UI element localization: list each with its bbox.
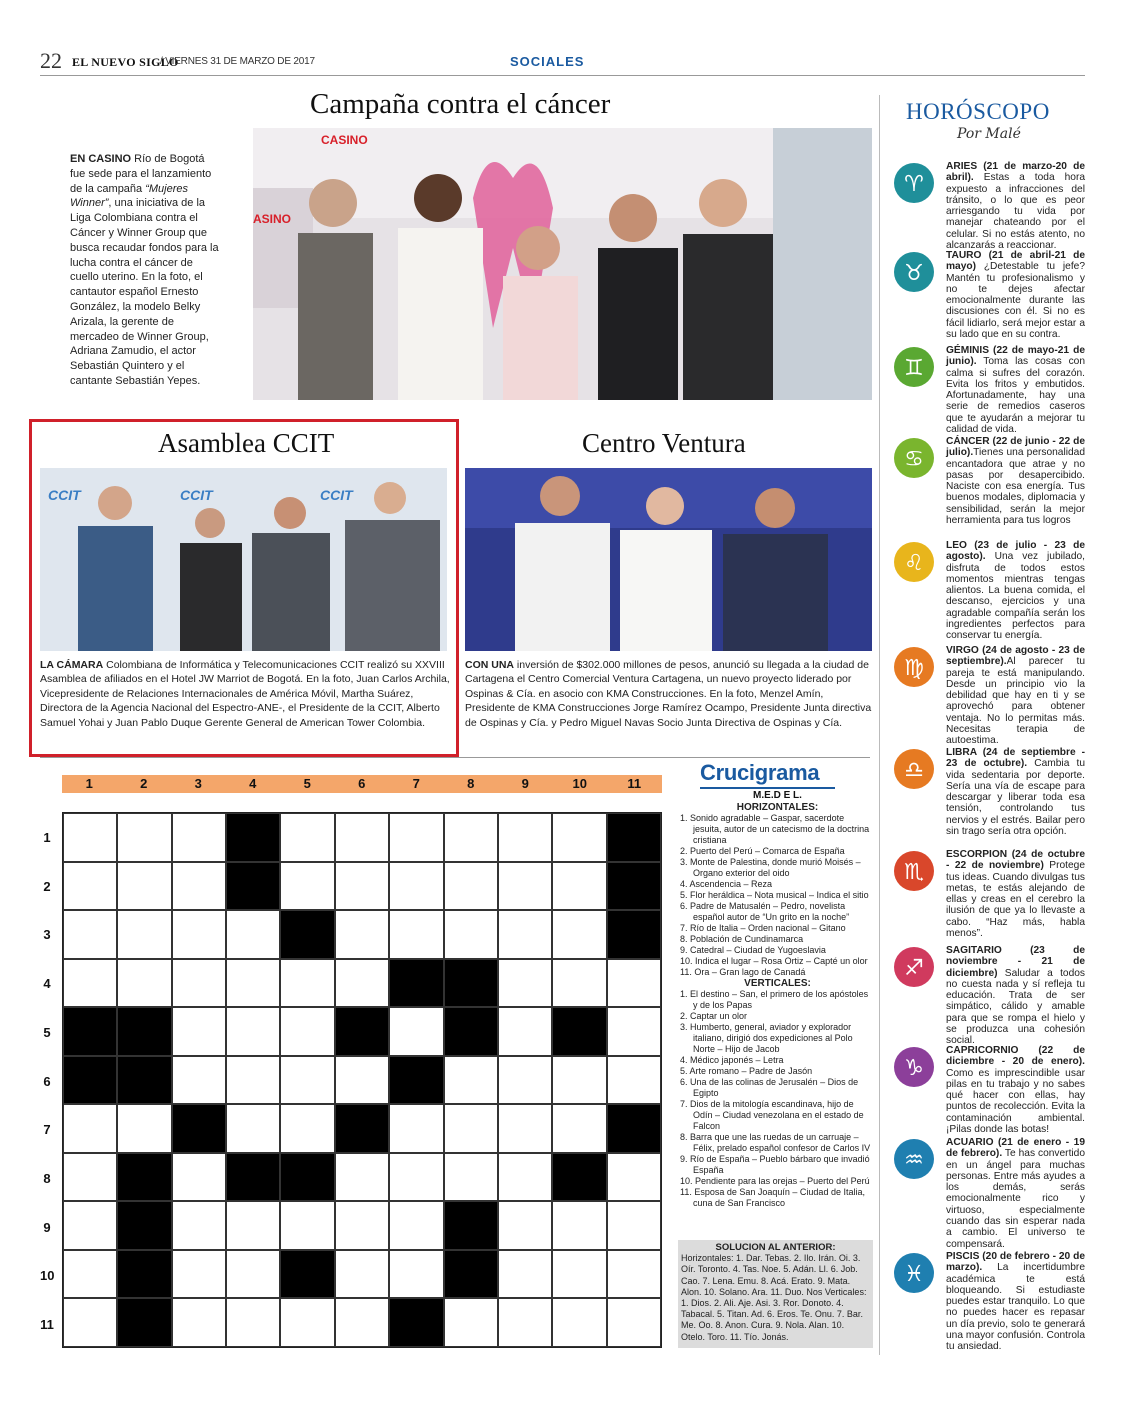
horoscope-sign <box>892 1045 1085 1135</box>
crossword-title-rule <box>700 787 835 789</box>
svg-text:♊: ♊ <box>904 356 924 381</box>
crossword-clue: 11. Esposa de San Joaquín – Ciudad de Italia, cuna de San Francisco <box>680 1187 865 1208</box>
vertical-title: VERTICALES: <box>744 978 811 989</box>
crossword-clue: 6. Padre de Matusalén – Pedro, novelista español autor de “Un grito en la noche” <box>680 901 850 922</box>
crossword-black-cell <box>117 1201 171 1250</box>
sign-text: Estas a toda hora expuesto a infracciones del tránsito, o lo que es peor arriesgando tu vida por manejar chateando por el celular. Si no estás atento, no alcanzarás a reaccionar. <box>946 172 1085 252</box>
crossword-cell[interactable] <box>389 862 443 911</box>
crossword-cell[interactable] <box>389 1250 443 1299</box>
svg-text:♋: ♋ <box>904 447 924 472</box>
crossword-cell[interactable] <box>63 1153 117 1202</box>
crossword-title: Crucigrama <box>700 760 820 785</box>
crossword-clue: 2. Captar un olor <box>680 1011 748 1021</box>
crossword-cell[interactable] <box>63 910 117 959</box>
crossword-black-cell <box>117 1153 171 1202</box>
ventura-caption <box>465 658 875 730</box>
crossword-cell[interactable] <box>172 910 226 959</box>
crossword-cell[interactable] <box>117 862 171 911</box>
crossword-grid <box>62 812 662 1348</box>
gemini-icon <box>892 345 936 389</box>
crossword-clue: 11. Ora – Gran lago de Canadá <box>680 967 806 977</box>
crossword-cell[interactable] <box>607 1007 661 1056</box>
crossword-row-number: 4 <box>43 976 51 992</box>
crossword-cell[interactable] <box>226 1104 280 1153</box>
sign-name: ESCORPION (24 de octubre - 22 de noviembre) <box>946 849 1085 872</box>
sign-text: Tienes una personalidad encantadora que atrae y no pasas por desapercibido. Naciste con esa energía. Tus buenos modales, diplomacia y sensibilidad, serán la mejor herramienta para tus logros <box>946 447 1085 527</box>
crossword-cell[interactable] <box>607 1250 661 1299</box>
sign-text: Saludar a todos no cuesta nada y sí refleja tu educación. Trata de ser simpático, cálido y amable para que se rompa el hielo y se produzca una cohesión social. <box>946 967 1085 1047</box>
campana-caption-italic: “Mujeres Winner” <box>70 182 189 210</box>
crossword-cell[interactable] <box>117 813 171 862</box>
crossword-black-cell <box>63 1056 117 1105</box>
crossword-cell[interactable] <box>117 959 171 1008</box>
crossword-clue: 7. Río de Italia – Orden nacional – Gitano <box>680 923 846 933</box>
crossword-cell[interactable] <box>498 1007 552 1056</box>
crossword-cell[interactable] <box>172 1153 226 1202</box>
sign-name: CÁNCER (22 de junio - 22 de julio). <box>946 436 1085 459</box>
crossword-cell[interactable] <box>389 910 443 959</box>
horoscope-sign <box>892 747 1085 837</box>
crossword-solution <box>678 1240 873 1348</box>
sign-name: GÉMINIS (22 de mayo-21 de junio). <box>946 345 1085 368</box>
crossword-cell[interactable] <box>607 1298 661 1347</box>
crossword-cell[interactable] <box>280 1007 334 1056</box>
svg-text:♐: ♐ <box>904 956 924 981</box>
crossword-col-number: 7 <box>412 776 420 791</box>
horoscope-sign <box>892 1251 1085 1353</box>
crossword-cell[interactable] <box>226 1250 280 1299</box>
crossword-cell[interactable] <box>280 813 334 862</box>
scorpio-icon <box>892 849 936 893</box>
crossword-clue: 2. Puerto del Perú – Comarca de España <box>680 846 845 856</box>
crossword-cell[interactable] <box>335 910 389 959</box>
horoscope-sign <box>892 1137 1085 1250</box>
horoscope-sign <box>892 645 1085 747</box>
crossword-clue: 3. Monte de Palestina, donde murió Moisés – Organo exterior del oido <box>680 857 861 878</box>
crossword-cell[interactable] <box>280 959 334 1008</box>
aries-icon <box>892 161 936 205</box>
sign-text: ¿Detestable tu jefe? Mantén tu profesionalismo y no te dejes afectar emocionalmente durante las discusiones con él. Si no es fácil lidiarlo, será mejor estar a su lado que en su contra. <box>946 261 1085 341</box>
sign-text: Una vez jubilado, disfruta de todos estos momentos mientras tengas alientos. La buena comida, el descanso, ejercicios y una agradable compañía serán los ingredientes perfectos para conservar tu energía. <box>946 551 1085 642</box>
crossword-black-cell <box>280 910 334 959</box>
crossword-cell[interactable] <box>280 1056 334 1105</box>
svg-text:♓: ♓ <box>904 1262 924 1287</box>
horoscope-sign <box>892 250 1085 340</box>
crossword-black-cell <box>335 1104 389 1153</box>
page-number: 22 <box>40 48 62 73</box>
issue-date: / VIERNES 31 DE MARZO DE 2017 <box>160 56 315 67</box>
crossword-black-cell <box>389 1056 443 1105</box>
sign-text: Al parecer tu pareja te está manipulando. Desde un principio vio la debilidad que hay en ti y se aprovechó para obtener ventaja. No lo permitas más. Necesitas terapia de autoestima. <box>946 656 1085 747</box>
crossword-black-cell <box>607 862 661 911</box>
solution-text: Horizontales: 1. Dar. Tebas. 2. Ilo. Irán. Oi. 3. Oír. Toronto. 4. Tas. Noe. 5. Adán. Ll. 6. Job. Cao. 7. Lena. Emu. 8. Acá. Erato. 9. Mata. Alon. 10. Solano. Ara. 11. Duo. Nos Verticales: 1. Dios. 2. Ali. Aje. Asi. 3. Ror. Donoto. 4. Tabacal. 5. Titan. Ad. 6. Eros. Te. Onu. 7. Bar. Me. Oo. 8. Anon. Cura. 9. Nola. Alan. 10. Otelo. Toro. 11. Tío. Jonás. <box>681 1253 867 1342</box>
crossword-black-cell <box>117 1250 171 1299</box>
crossword-cell[interactable] <box>498 1056 552 1105</box>
crossword-cell[interactable] <box>389 1007 443 1056</box>
crossword-row-number: 5 <box>43 1024 51 1040</box>
ccit-caption-lead: LA CÁMARA <box>40 659 104 671</box>
section-rule <box>40 757 870 758</box>
crossword-cell[interactable] <box>552 910 606 959</box>
crossword-cell[interactable] <box>444 862 498 911</box>
crossword-cell[interactable] <box>172 1056 226 1105</box>
crossword-black-cell <box>552 1007 606 1056</box>
crossword-cell[interactable] <box>335 813 389 862</box>
sign-name: CAPRICORNIO (22 de diciembre - 20 de enero). <box>946 1045 1085 1068</box>
crossword-cell[interactable] <box>444 1153 498 1202</box>
sign-text: La incertidumbre académica te está bloqueando. Si estudiaste puedes estar tranquilo. Lo que no puedes hacer es repasar un día previo, solo te generará una mayor confusión. Controla tu ansiedad. <box>946 1262 1085 1353</box>
crossword-cell[interactable] <box>498 1201 552 1250</box>
horoscope-sign <box>892 436 1085 526</box>
crossword-cell[interactable] <box>63 1201 117 1250</box>
crossword-clue: 8. Población de Cundinamarca <box>680 934 804 944</box>
crossword-cell[interactable] <box>552 813 606 862</box>
crossword-cell[interactable] <box>172 1298 226 1347</box>
crossword-cell[interactable] <box>226 1201 280 1250</box>
crossword-black-cell <box>389 1298 443 1347</box>
svg-text:♍: ♍ <box>904 656 924 681</box>
crossword-black-cell <box>226 862 280 911</box>
cancer-icon <box>892 436 936 480</box>
crossword-black-cell <box>117 1056 171 1105</box>
campana-headline: Campaña contra el cáncer <box>310 88 611 120</box>
sign-name: SAGITARIO (23 de noviembre - 21 de diciembre) <box>946 945 1085 979</box>
crossword-cell[interactable] <box>280 1104 334 1153</box>
crossword-black-cell <box>389 959 443 1008</box>
crossword-cell[interactable] <box>335 1201 389 1250</box>
crossword-cell[interactable] <box>389 1201 443 1250</box>
crossword-col-number: 2 <box>140 776 148 791</box>
ccit-headline: Asamblea CCIT <box>158 428 335 458</box>
crossword-cell[interactable] <box>607 1056 661 1105</box>
crossword-black-cell <box>444 1201 498 1250</box>
crossword-cell[interactable] <box>552 1250 606 1299</box>
crossword-cell[interactable] <box>172 1250 226 1299</box>
campana-caption-a: Río de Bogotá fue sede para el lanzamiento de la campaña <box>70 153 212 195</box>
crossword-col-number: 11 <box>627 776 642 791</box>
sign-name: PISCIS (20 de febrero - 20 de marzo). <box>946 1251 1085 1274</box>
crossword-black-cell <box>607 910 661 959</box>
taurus-icon <box>892 250 936 294</box>
campana-caption-b: , una iniciativa de la Liga Colombiana contra el Cáncer y Winner Group que busca recaudar fondos para la lucha contra el cáncer de cuello uterino. En la foto, el cantautor español Ernesto González, la modelo Belky Arizala, la gerente de mercadeo de Winner Group, Adriana Zamudio, el actor Sebastián Quintero y el cantante Sebastián Yepes. <box>70 197 219 387</box>
horoscope-title: HORÓSCOPO <box>906 99 1050 124</box>
crossword-row-number: 8 <box>43 1170 51 1186</box>
svg-text:♉: ♉ <box>904 261 924 286</box>
crossword-cell[interactable] <box>389 1104 443 1153</box>
crossword-cell[interactable] <box>226 1007 280 1056</box>
campana-photo-sign-left: ASINO <box>253 212 292 226</box>
crossword-cell[interactable] <box>607 959 661 1008</box>
crossword-cell[interactable] <box>444 813 498 862</box>
crossword-black-cell <box>444 1250 498 1299</box>
crossword-clue: 5. Arte romano – Padre de Jasón <box>680 1066 813 1076</box>
crossword-clue: 7. Dios de la mitología escandinava, hijo de Odín – Ciudad venezolana en el estado de Falcon <box>680 1099 864 1131</box>
crossword-cell[interactable] <box>335 862 389 911</box>
capricorn-icon <box>892 1045 936 1089</box>
ccit-caption <box>40 658 452 730</box>
crossword-black-cell <box>63 1007 117 1056</box>
ventura-caption-text: inversión de $302.000 millones de pesos, anunció su llegada a la ciudad de Cartagena el Centro Comercial Ventura Cartagena, un nuevo proyecto liderado por Ospinas & Cía. en asocio con KMA Construcciones. En la foto, Menzel Amín, Presidente de KMA Construcciones Jorge Ramírez Ocampo, Presidente Junta directiva de Ospinas y Cía. y Pedro Miguel Navas Socio Junta Directiva de Ospinas y Cía. <box>465 659 872 729</box>
section-title: SOCIALES <box>510 54 585 69</box>
crossword-cell[interactable] <box>498 1250 552 1299</box>
sign-name: TAURO (21 de abril-21 de mayo) <box>946 250 1085 273</box>
svg-text:♈: ♈ <box>904 172 924 197</box>
crossword-cell[interactable] <box>172 959 226 1008</box>
sign-text: Como es imprescindible usar pilas en tu trabajo y no sabes qué hacer con ellas, hay puntos de recolección. Evita la contaminación ambiental. ¡Pilas donde las botas! <box>946 1067 1085 1136</box>
crossword-black-cell <box>226 1153 280 1202</box>
crossword-black-cell <box>552 1153 606 1202</box>
crossword-clue: 1. Sonido agradable – Gaspar, sacerdote jesuita, autor de un catecismo de la doctrina cristiana <box>680 813 870 845</box>
crossword-cell[interactable] <box>552 959 606 1008</box>
crossword-cell[interactable] <box>226 1298 280 1347</box>
crossword-cell[interactable] <box>552 1056 606 1105</box>
crossword-col-number: 5 <box>303 776 311 791</box>
crossword-cell[interactable] <box>607 1153 661 1202</box>
crossword-cell[interactable] <box>63 813 117 862</box>
crossword-cell[interactable] <box>335 1298 389 1347</box>
crossword-cell[interactable] <box>172 1007 226 1056</box>
crossword-black-cell <box>280 1153 334 1202</box>
newspaper-name: EL NUEVO SIGLO <box>72 55 179 69</box>
crossword-author: M.E.D E L. <box>753 790 802 801</box>
sign-name: LIBRA (24 de septiembre - 23 de octubre). <box>946 747 1085 770</box>
crossword-cell[interactable] <box>63 1298 117 1347</box>
crossword-black-cell <box>280 1250 334 1299</box>
sign-text: Toma las cosas con calma si sufres del corazón. Evita los fritos y embutidos. Afortunadamente, hay una serie de remedios caseros que te ayudarán a mejorar tu calidad de vida. <box>946 356 1085 436</box>
crossword-black-cell <box>607 1104 661 1153</box>
ventura-photo <box>465 468 872 651</box>
crossword-cell[interactable] <box>335 1250 389 1299</box>
crossword-cell[interactable] <box>226 910 280 959</box>
header-rule <box>40 75 1085 76</box>
crossword-cell[interactable] <box>63 959 117 1008</box>
crossword-row-number: 11 <box>40 1317 54 1332</box>
crossword-cell[interactable] <box>117 1104 171 1153</box>
virgo-icon <box>892 645 936 689</box>
crossword-cell[interactable] <box>226 1056 280 1105</box>
horoscope-sign <box>892 849 1085 939</box>
ccit-logo-3: CCIT <box>320 487 353 503</box>
crossword-col-number: 1 <box>85 776 93 791</box>
sign-name: ARIES (21 de marzo-20 de abril). <box>946 161 1085 184</box>
libra-icon <box>892 747 936 791</box>
crossword-column-header <box>62 775 662 793</box>
crossword-col-number: 3 <box>194 776 202 791</box>
crossword-cell[interactable] <box>552 1104 606 1153</box>
svg-text:♏: ♏ <box>904 860 924 885</box>
crossword-cell[interactable] <box>552 1298 606 1347</box>
crossword-cell[interactable] <box>444 1056 498 1105</box>
horoscope-sign <box>892 161 1085 251</box>
crossword-black-cell <box>444 959 498 1008</box>
svg-text:♒: ♒ <box>904 1148 924 1173</box>
crossword-col-number: 6 <box>358 776 366 791</box>
ccit-logo-1: CCIT <box>48 487 81 503</box>
crossword-black-cell <box>117 1007 171 1056</box>
crossword-cell[interactable] <box>444 1298 498 1347</box>
crossword-row-number: 6 <box>43 1073 51 1089</box>
sign-text: Te has convertido en un ángel para muchas personas. Entre más ayudes a los demás, serás emocionalmente rico y virtuoso, especialmente cuando das sin esperar nada a cambio. El universo te compensará. <box>946 1148 1085 1250</box>
crossword-cell[interactable] <box>498 1298 552 1347</box>
sign-text: Protege tus ideas. Cuando divulgas tus metas, te estás alejando de ellas y creas en el cerebro la ilusión de que ya lo llevaste a cabo. “Haz más, habla menos”. <box>946 860 1085 940</box>
crossword-black-cell <box>444 1007 498 1056</box>
crossword-row-number: 3 <box>43 927 51 943</box>
crossword-black-cell <box>607 813 661 862</box>
crossword-cell[interactable] <box>498 862 552 911</box>
column-rule <box>879 95 880 1355</box>
sign-name: LEO (23 de julio - 23 de agosto). <box>946 540 1085 563</box>
aquarius-icon <box>892 1137 936 1181</box>
crossword-clues <box>680 802 875 1209</box>
crossword-black-cell <box>117 1298 171 1347</box>
crossword-black-cell <box>335 1007 389 1056</box>
crossword-clue: 10. Indica el lugar – Rosa Ortiz – Capté un olor <box>680 956 868 966</box>
sign-name: VIRGO (24 de agosto - 23 de septiembre). <box>946 645 1085 668</box>
crossword-cell[interactable] <box>335 1153 389 1202</box>
crossword-cell[interactable] <box>498 910 552 959</box>
crossword-col-number: 4 <box>249 776 257 791</box>
crossword-cell[interactable] <box>552 1201 606 1250</box>
crossword-black-cell <box>172 1104 226 1153</box>
crossword-cell[interactable] <box>444 910 498 959</box>
vertical-clues <box>680 989 875 1209</box>
crossword-row-number: 10 <box>40 1268 55 1284</box>
crossword-cell[interactable] <box>389 1153 443 1202</box>
crossword-cell[interactable] <box>498 1153 552 1202</box>
sagittarius-icon <box>892 945 936 989</box>
campana-caption-lead: EN CASINO <box>70 153 132 165</box>
horoscope-byline: Por Malé <box>957 126 1021 142</box>
ventura-headline: Centro Ventura <box>582 428 746 458</box>
crossword-clue: 6. Una de las colinas de Jerusalén – Dios de Egipto <box>680 1077 859 1098</box>
solution-title: SOLUCION AL ANTERIOR: <box>715 1242 836 1253</box>
crossword-cell[interactable] <box>607 1201 661 1250</box>
ccit-logo-2: CCIT <box>180 487 213 503</box>
crossword-cell[interactable] <box>280 862 334 911</box>
campana-photo <box>253 128 872 400</box>
horizontal-title: HORIZONTALES: <box>736 802 819 813</box>
crossword-row-number: 7 <box>43 1122 51 1138</box>
crossword-row-number: 2 <box>43 878 51 894</box>
crossword-clue: 5. Flor heráldica – Nota musical – Indica el sitio <box>680 890 869 900</box>
crossword-cell[interactable] <box>335 1056 389 1105</box>
crossword-cell[interactable] <box>389 813 443 862</box>
crossword-clue: 4. Ascendencia – Reza <box>680 879 773 889</box>
crossword-cell[interactable] <box>63 1104 117 1153</box>
crossword-clue: 10. Pendiente para las orejas – Puerto del Perú <box>680 1176 870 1186</box>
crossword-row-number: 1 <box>43 830 51 845</box>
crossword-cell[interactable] <box>63 862 117 911</box>
crossword-col-number: 10 <box>572 776 587 791</box>
crossword-cell[interactable] <box>498 1104 552 1153</box>
crossword-cell[interactable] <box>552 862 606 911</box>
crossword-cell[interactable] <box>63 1250 117 1299</box>
crossword-cell[interactable] <box>172 813 226 862</box>
crossword-cell[interactable] <box>280 1298 334 1347</box>
leo-icon <box>892 540 936 584</box>
crossword-clue: 8. Barra que une las ruedas de un carruaje – Félix, prelado español confesor de Carlos IV <box>680 1132 871 1153</box>
ventura-caption-lead: CON UNA <box>465 659 514 671</box>
crossword-clue: 3. Humberto, general, aviador y explorador italiano, dirigió dos expediciones al Polo Norte – Hijo de Jacob <box>680 1022 853 1054</box>
crossword-cell[interactable] <box>498 959 552 1008</box>
crossword-cell[interactable] <box>280 1201 334 1250</box>
crossword-col-number: 8 <box>467 776 475 791</box>
ccit-caption-text: Colombiana de Informática y Telecomunicaciones CCIT realizó su XXVIII Asamblea de afiliados en el Hotel JW Marriot de Bogotá. En la foto, Juan Carlos Archila, Vicepresidente de Relaciones Internacionales de América Móvil, Martha Suárez, Directora de la Agencia Nacional del Espectro-ANE-, el Presidente de la CCIT, Alberto Samuel Yohai y Juan Pablo Duque Gerente General de American Tower Colombia. <box>40 659 450 729</box>
crossword-cell[interactable] <box>226 959 280 1008</box>
crossword-cell[interactable] <box>335 959 389 1008</box>
crossword-cell[interactable] <box>172 862 226 911</box>
sign-text: Cambia tu vida sedentaria por deporte. Sería una vía de escape para descargar y liberar toda esa tensión, controlando tus nervios y el estrés. Bailar pero sin trago sería otra opción. <box>946 758 1086 838</box>
crossword-clue: 4. Médico japonés – Letra <box>680 1055 784 1065</box>
ccit-photo <box>40 468 447 651</box>
crossword-clue: 9. Río de España – Pueblo bárbaro que invadió España <box>680 1154 870 1175</box>
horoscope-sign <box>892 945 1085 1047</box>
crossword-cell[interactable] <box>117 910 171 959</box>
crossword-black-cell <box>226 813 280 862</box>
pisces-icon <box>892 1251 936 1295</box>
horizontal-clues <box>680 813 875 978</box>
crossword-clue: 1. El destino – San, el primero de los apóstoles y de los Papas <box>680 989 869 1010</box>
crossword-cell[interactable] <box>498 813 552 862</box>
campana-caption <box>70 152 220 389</box>
crossword-cell[interactable] <box>444 1104 498 1153</box>
sign-name: ACUARIO (21 de enero - 19 de febrero). <box>946 1137 1085 1160</box>
crossword-row-number: 9 <box>43 1219 51 1235</box>
campana-photo-sign-top: CASINO <box>321 133 368 147</box>
svg-text:♎: ♎ <box>904 758 924 783</box>
crossword-col-number: 9 <box>521 776 529 791</box>
svg-text:♌: ♌ <box>904 551 924 576</box>
crossword-clue: 9. Catedral – Ciudad de Yugoeslavia <box>680 945 826 955</box>
horoscope-sign <box>892 540 1085 642</box>
svg-text:♑: ♑ <box>904 1056 924 1081</box>
horoscope-sign <box>892 345 1085 435</box>
crossword-cell[interactable] <box>172 1201 226 1250</box>
